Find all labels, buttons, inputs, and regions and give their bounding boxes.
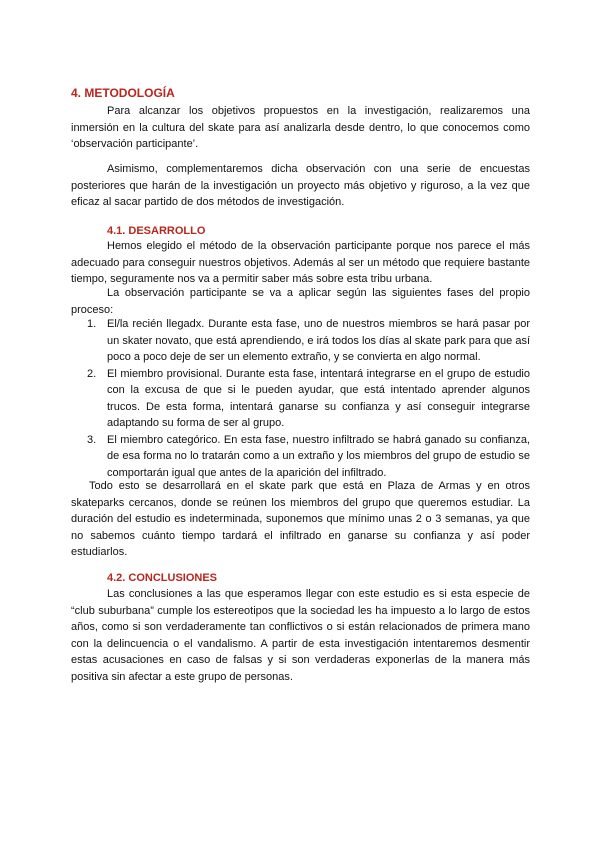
list-item xyxy=(71,366,530,432)
section-4-2-paragraph-1: Las conclusiones a las que esperamos llegar con este estudio es si esta especie de “club suburbana” cumple los estereotipos que la sociedad les ha impuesto a lo largo de estos años, como si son verdaderamente tan conflictivos o si están relacionados de primera mano con la delincuencia o el vandalismo. A partir de esta investigación intentaremos desmentir estas acusaciones en caso de falsas y si son verdaderas exponerlas de la manera más positiva sin afectar a este grupo de personas. xyxy=(71,588,530,683)
section-4-1-paragraph-1: Hemos elegido el método de la observación participante porque nos parece el más adecuado para conseguir nuestros objetivos. Además al ser un método que requiere bastante tiempo, seguramente nos va a permitir saber más sobre esta tribu urbana. xyxy=(71,240,530,286)
list-item-text: El/la recién llegadx. Durante esta fase, uno de nuestros miembros se hará pasar por un skater novato, que está aprendiendo, e irá todos los días al skate park para que así poco a poco deje de ser un elemento extraño, y se convierta en algo normal. xyxy=(107,318,530,363)
section-4-heading: 4. METODOLOGÍA xyxy=(71,86,175,100)
list-item-number: 1. xyxy=(87,318,97,330)
list-item-number: 2. xyxy=(87,367,97,380)
section-4-1-heading: 4.1. DESARROLLO xyxy=(107,225,206,237)
list-item-text: El miembro categórico. En esta fase, nuestro infiltrado se habrá ganado su confianza, de esa forma no lo tratarán como a un extraño y los miembros del grupo de estudio se comportarán igual que antes de la aparición del infiltrado. xyxy=(107,433,530,479)
list-item xyxy=(71,316,530,366)
list-item xyxy=(71,432,530,482)
section-4-2-heading: 4.2. CONCLUSIONES xyxy=(107,572,218,584)
section-4-paragraph-2: Asimismo, complementaremos dicha observación con una serie de encuestas posteriores que harán de la investigación un proyecto más objetivo y riguroso, a la vez que eficaz al sacar partido de dos métodos de investigación. xyxy=(71,163,530,209)
section-4-1-paragraph-2: La observación participante se va a aplicar según las siguientes fases del propio proceso: xyxy=(71,287,530,316)
list-item-number: 3. xyxy=(87,433,97,446)
phases-list xyxy=(71,316,530,481)
list-item-text: El miembro provisional. Durante esta fase, intentará integrarse en el grupo de estudio con la excusa de que si le pueden ayudar, que está intentado aprender algunos trucos. De esta forma, intentará ganarse su confianza y así conseguir integrarse adaptando su forma de ser al grupo. xyxy=(107,367,530,429)
section-4-1-paragraph-3: Todo esto se desarrollará en el skate park que está en Plaza de Armas y en otros skateparks cercanos, donde se reúnen los miembros del grupo que queremos estudiar. La duración del estudio es indeterminada, suponemos que mínimo unas 2 o 3 semanas, ya que no sabemos cuánto tiempo tardará el infiltrado en ganarse su confianza y así poder estudiarlos. xyxy=(71,480,530,559)
section-4-paragraph-1: Para alcanzar los objetivos propuestos en la investigación, realizaremos una inmersión en la cultura del skate para así analizarla desde dentro, lo que conocemos como ‘observación participante’. xyxy=(71,105,530,151)
